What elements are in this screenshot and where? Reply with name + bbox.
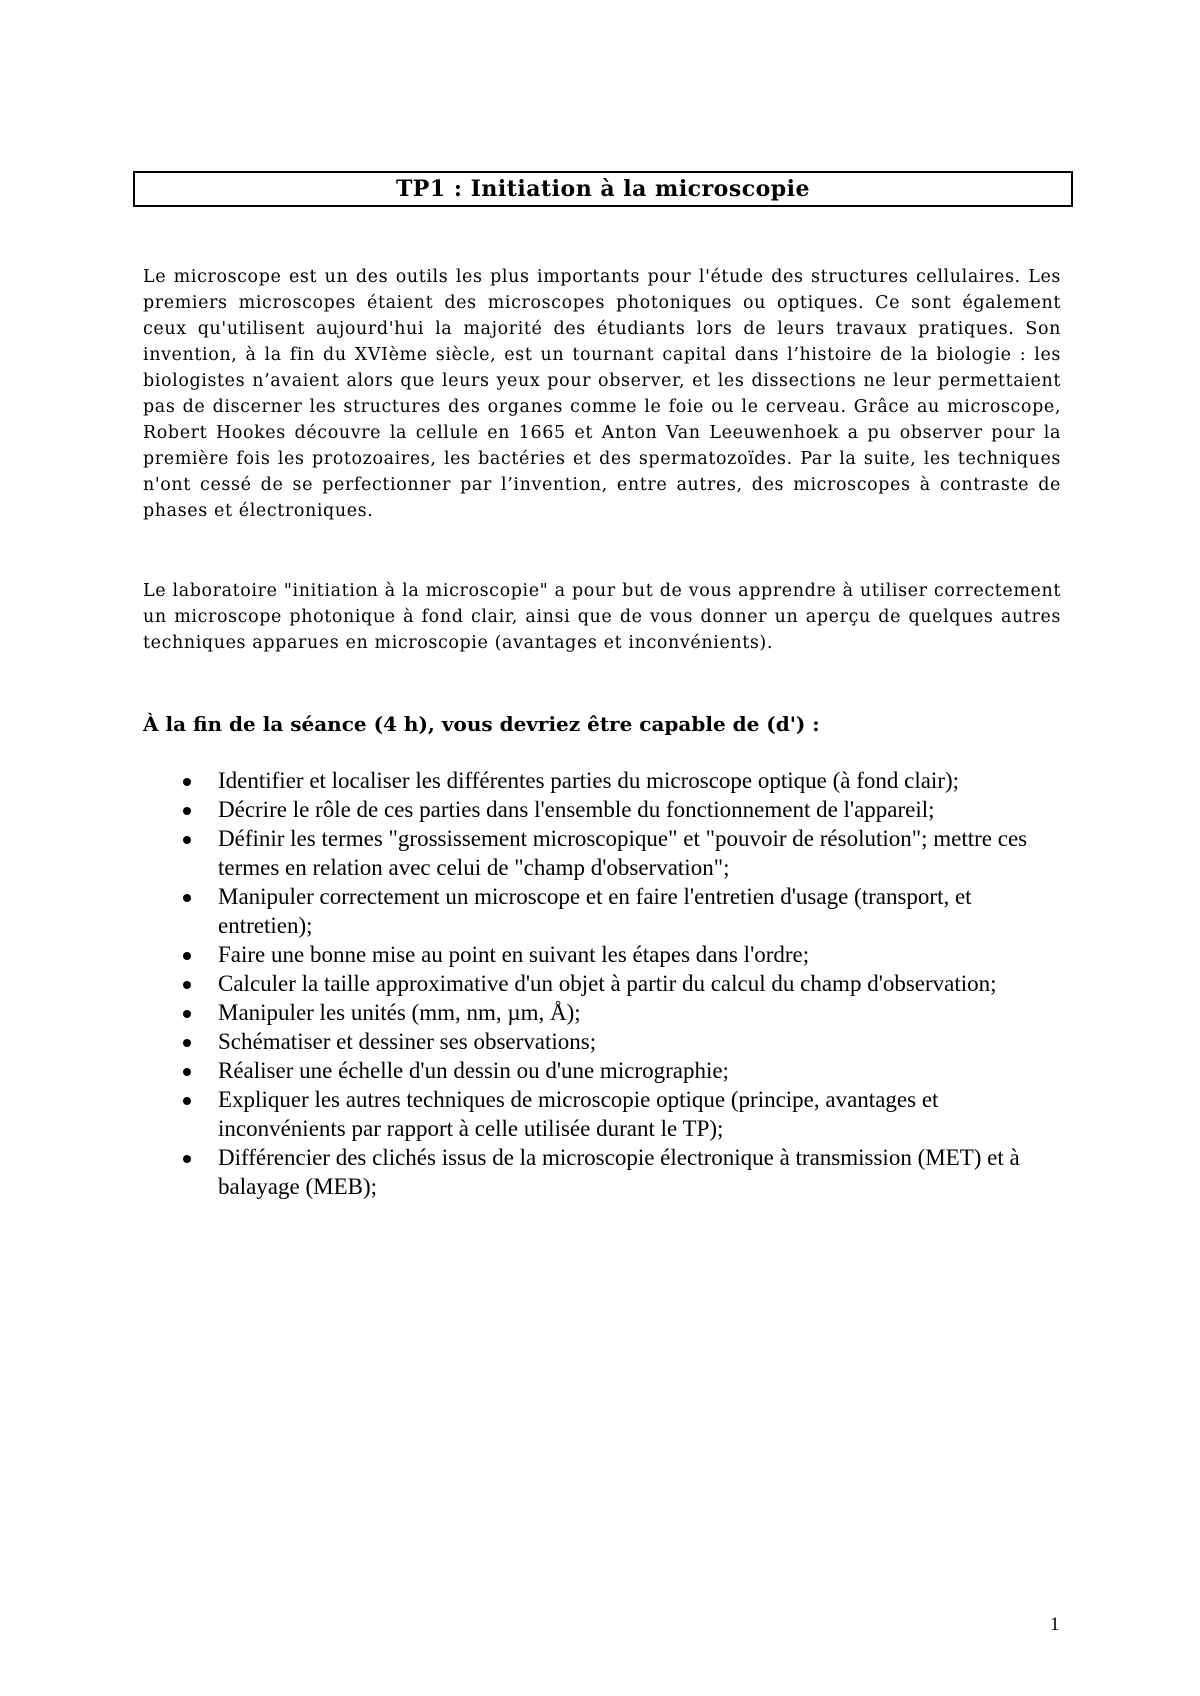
bullet-icon: [183, 1097, 191, 1105]
bullet-icon: [183, 1155, 191, 1163]
bullet-icon: [183, 894, 191, 902]
list-item: [143, 969, 1061, 998]
page-title: TP1 : Initiation à la microscopie: [395, 176, 811, 202]
intro-paragraph: Le microscope est un des outils les plus importants pour l'étude des structures cellulaires. Les premiers microscopes étaient des microscopes photoniques ou optiques. Ce sont également ceux qu'utilisent aujourd'hui la majorité des étudiants lors de leurs travaux pratiques. Son invention, à la fin du XVIème siècle, est un tournant capital dans l’histoire de la biologie : les biologistes n’avaient alors que leurs yeux pour observer, et les dissections ne leur permettaient pas de discerner les structures des organes comme le foie ou le cerveau. Grâce au microscope, Robert Hookes découvre la cellule en 1665 et Anton Van Leeuwenhoek a pu observer pour la première fois les protozoaires, les bactéries et des spermatozoïdes. Par la suite, les techniques n'ont cessé de se perfectionner par l’invention, entre autres, des microscopes à contraste de phases et électroniques.: [143, 267, 1061, 521]
objective-text: Identifier et localiser les différentes parties du microscope optique (à fond clair);: [218, 768, 960, 793]
list-item: [143, 1143, 1061, 1201]
list-item: [143, 1027, 1061, 1056]
objective-text: Réaliser une échelle d'un dessin ou d'une micrographie;: [218, 1058, 729, 1083]
bullet-icon: [183, 778, 191, 786]
list-item: [143, 766, 1061, 795]
objective-text: Calculer la taille approximative d'un objet à partir du calcul du champ d'observation;: [218, 971, 997, 996]
list-item: [143, 1056, 1061, 1085]
page-number: 1: [1050, 1614, 1060, 1635]
objective-text: Faire une bonne mise au point en suivant les étapes dans l'ordre;: [218, 942, 810, 967]
bullet-icon: [183, 952, 191, 960]
objective-text: Expliquer les autres techniques de microscopie optique (principe, avantages et inconvénients par rapport à celle utilisée durant le TP);: [218, 1087, 939, 1141]
objective-text: Définir les termes "grossissement microscopique" et "pouvoir de résolution"; mettre ces termes en relation avec celui de "champ d'observation";: [218, 826, 1028, 880]
list-item: [143, 882, 1061, 940]
objective-text: Manipuler correctement un microscope et en faire l'entretien d'usage (transport, et entretien);: [218, 884, 972, 938]
objective-text: Manipuler les unités (mm, nm, µm, Å);: [218, 1000, 581, 1025]
objectives-heading: À la fin de la séance (4 h), vous devriez être capable de (d') :: [143, 712, 820, 736]
list-item: [143, 824, 1061, 882]
bullet-icon: [183, 1068, 191, 1076]
bullet-icon: [183, 981, 191, 989]
list-item: [143, 940, 1061, 969]
objectives-list: [143, 766, 1061, 1201]
list-item: [143, 795, 1061, 824]
bullet-icon: [183, 807, 191, 815]
list-item: [143, 998, 1061, 1027]
title-box: [133, 171, 1073, 207]
lab-goal-paragraph: Le laboratoire "initiation à la microscopie" a pour but de vous apprendre à utiliser correctement un microscope photonique à fond clair, ainsi que de vous donner un aperçu de quelques autres techniques apparues en microscopie (avantages et inconvénients).: [143, 581, 1061, 653]
objective-text: Différencier des clichés issus de la microscopie électronique à transmission (MET) et à balayage (MEB);: [218, 1145, 1020, 1199]
list-item: [143, 1085, 1061, 1143]
objective-text: Décrire le rôle de ces parties dans l'ensemble du fonctionnement de l'appareil;: [218, 797, 935, 822]
bullet-icon: [183, 1039, 191, 1047]
bullet-icon: [183, 836, 191, 844]
bullet-icon: [183, 1010, 191, 1018]
objective-text: Schématiser et dessiner ses observations;: [218, 1029, 597, 1054]
